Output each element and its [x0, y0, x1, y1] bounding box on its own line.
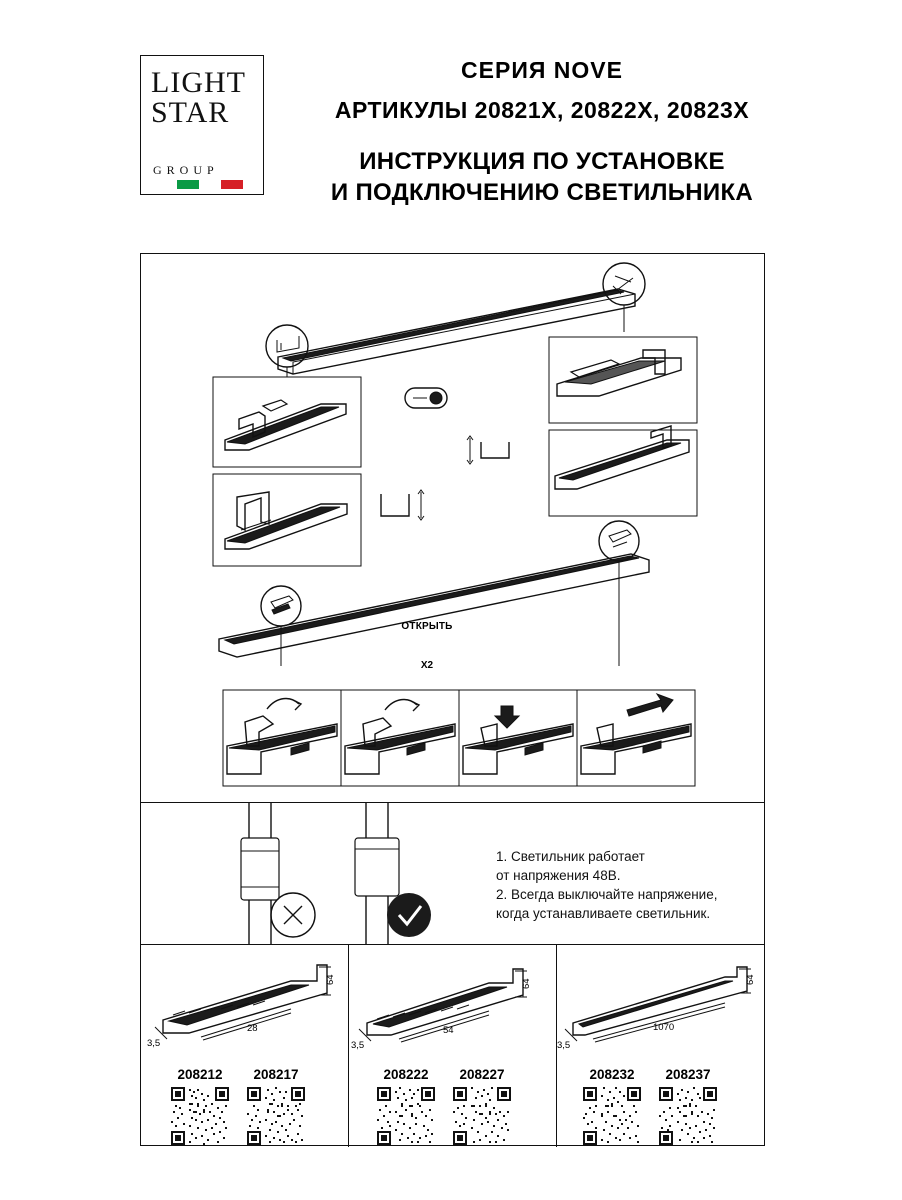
code-item	[453, 1067, 511, 1145]
italian-flag-icon	[177, 180, 243, 189]
product-3-length: 1070	[653, 1022, 675, 1033]
product-3-drawing	[557, 945, 764, 1055]
note-line-3: 2. Всегда выключайте напряжение,	[496, 887, 718, 902]
logo-line-1: LIGHT	[151, 66, 246, 99]
product-code: 208232	[589, 1067, 635, 1082]
callout-circle-lower-right	[599, 521, 639, 561]
product-code: 208212	[177, 1067, 223, 1082]
logo-wordmark	[151, 68, 257, 128]
product-3-depth: 3,5	[557, 1040, 571, 1051]
code-item	[377, 1067, 435, 1145]
open-badge-count: X2	[420, 660, 434, 671]
product-2-length: 54	[443, 1025, 454, 1036]
callout-circle-lower-left	[261, 586, 301, 626]
track-assembly-diagram	[141, 254, 764, 801]
orientation-correct	[355, 803, 431, 944]
product-2-depth: 3,5	[351, 1040, 365, 1051]
code-item	[247, 1067, 305, 1145]
product-3-codes	[583, 1067, 717, 1145]
rotate-icon	[609, 530, 631, 547]
product-1-drawing	[141, 945, 349, 1055]
title-line-1: ИНСТРУКЦИЯ ПО УСТАНОВКЕ	[359, 148, 725, 175]
product-1-length: 28	[247, 1023, 258, 1034]
qr-code[interactable]	[659, 1087, 717, 1145]
product-2-height: 64	[521, 978, 532, 989]
qr-code[interactable]	[583, 1087, 641, 1145]
header-texts	[319, 55, 765, 208]
series-label: СЕРИЯ NOVE	[461, 57, 623, 83]
title-line-2: И ПОДКЛЮЧЕНИЮ СВЕТИЛЬНИКА	[330, 179, 754, 206]
product-cell-3	[557, 945, 764, 1147]
callout-circle-left	[266, 325, 308, 367]
product-cell-1	[141, 945, 349, 1147]
open-badge-label: ОТКРЫТЬ	[401, 621, 453, 632]
product-2-drawing	[349, 945, 556, 1055]
product-code: 208217	[253, 1067, 299, 1082]
note-line-4: когда устанавливаете светильник.	[496, 906, 711, 921]
product-code: 208222	[383, 1067, 429, 1082]
qr-code[interactable]	[377, 1087, 435, 1145]
orientation-wrong	[241, 803, 315, 944]
product-1-codes	[171, 1067, 305, 1145]
clip-profile-icon-upper	[467, 436, 509, 464]
code-item	[659, 1067, 717, 1145]
clip-profile-icon-lower	[381, 490, 424, 520]
product-1-depth: 3,5	[147, 1038, 161, 1049]
brand-logo	[140, 55, 264, 195]
callout-circle-right	[603, 263, 645, 305]
product-2-codes	[377, 1067, 511, 1145]
articles-label: АРТИКУЛЫ 20821X, 20822X, 20823X	[334, 97, 750, 123]
logo-group-text: GROUP	[153, 163, 219, 177]
bracket-icon-left	[277, 336, 299, 352]
code-item	[171, 1067, 229, 1145]
product-1-height: 64	[325, 974, 336, 985]
open-badge-count-wrap	[396, 659, 458, 671]
instruction-frame	[140, 253, 765, 1146]
product-code: 208237	[665, 1067, 711, 1082]
qr-code[interactable]	[171, 1087, 229, 1145]
qr-code[interactable]	[453, 1087, 511, 1145]
logo-line-2: STAR	[151, 96, 230, 129]
qr-code[interactable]	[247, 1087, 305, 1145]
lamp-insert-icon	[271, 596, 293, 614]
note-line-2: от напряжения 48В.	[496, 868, 621, 883]
product-code: 208227	[459, 1067, 505, 1082]
open-pill-icon	[405, 388, 447, 408]
product-cell-2	[349, 945, 556, 1147]
document-header	[140, 55, 765, 205]
open-badge	[396, 621, 458, 632]
product-3-height: 64	[745, 974, 756, 985]
note-line-1: 1. Светильник работает	[496, 849, 645, 864]
code-item	[583, 1067, 641, 1145]
safety-notes	[496, 847, 751, 923]
